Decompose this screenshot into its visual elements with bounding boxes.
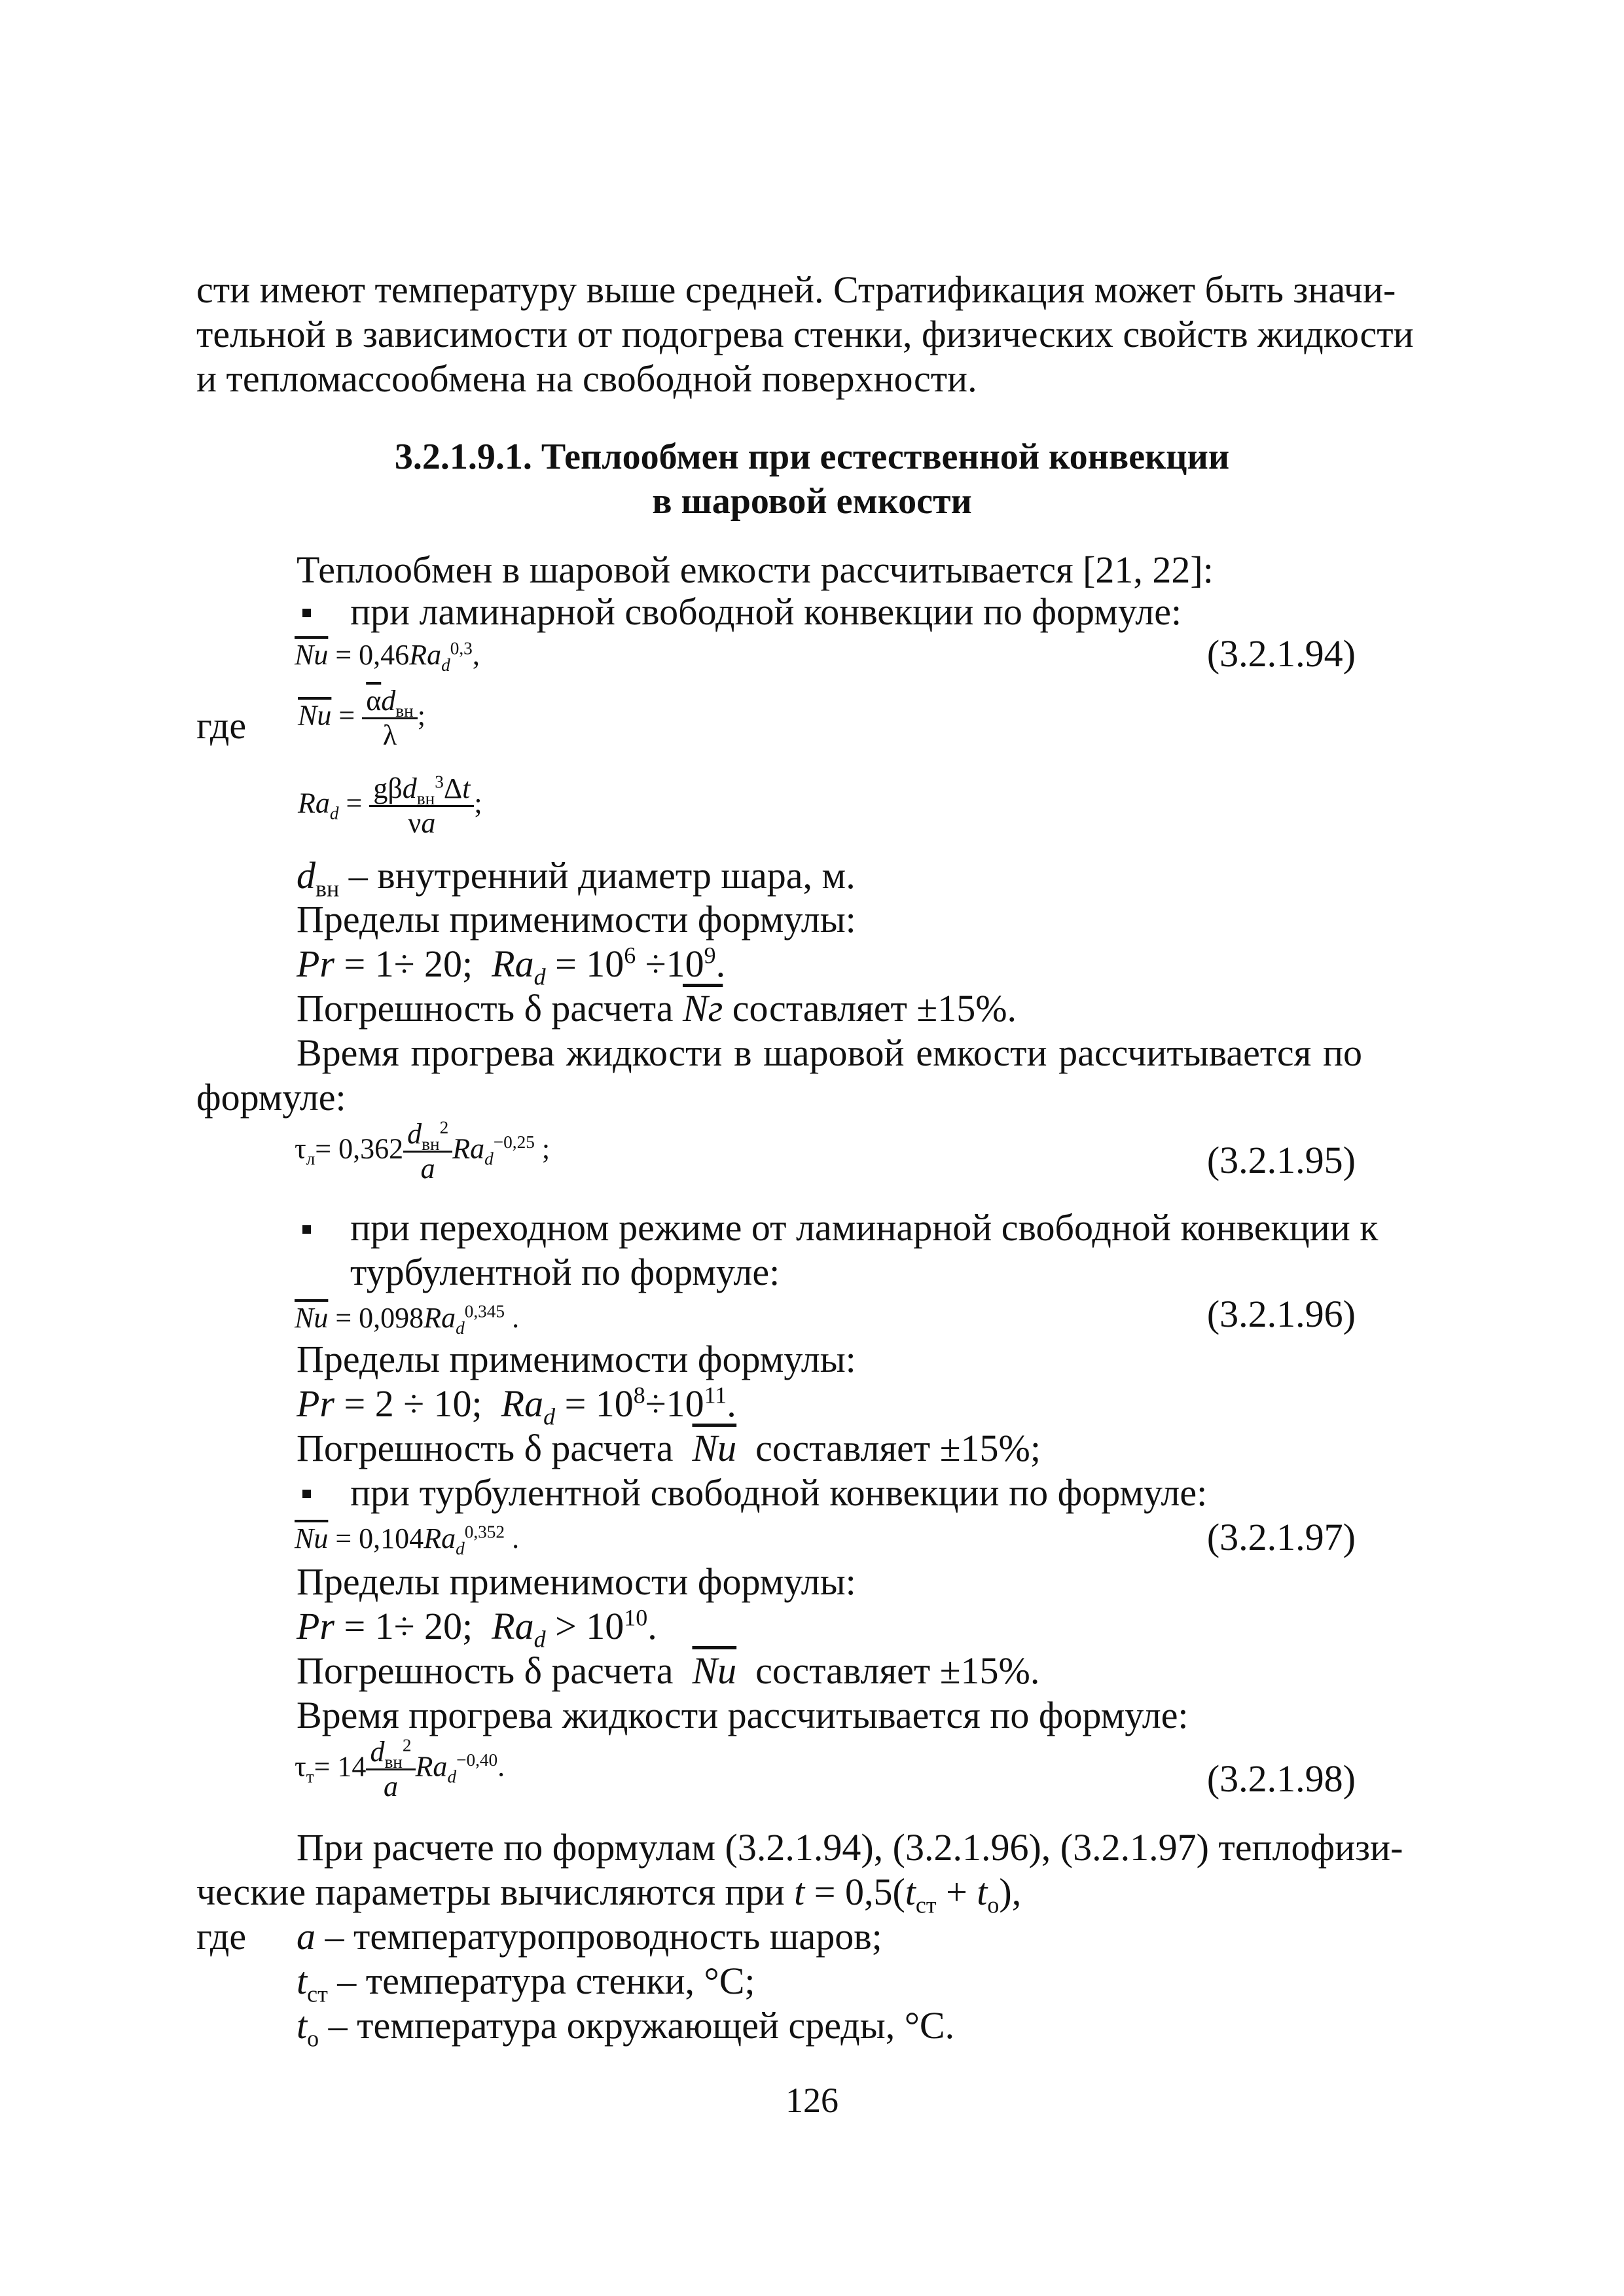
diameter-definition: $d_{вн}$ – внутренний диаметр шара, м.: [297, 854, 856, 902]
time-paragraph-line-1: Время прогрева жидкости в шаровой емкости рассчитывается по: [297, 1031, 1362, 1074]
diameter-definition-text: – внутренний диаметр шара, м.: [348, 854, 856, 897]
equation-number-95: (3.2.1.95): [1206, 1139, 1356, 1181]
bullet-turbulent: при турбулентной свободной конвекции по формуле:: [350, 1471, 1208, 1514]
equation-3-2-1-94: $\overline{Nu} = 0,46Ra_d^{0,3}$,: [295, 638, 480, 675]
equation-number-97: (3.2.1.97): [1206, 1516, 1356, 1558]
definition-t-wall-text: – температура стенки, °С;: [337, 1960, 755, 2002]
final-paragraph-line-2: ческие параметры вычисляются при $t = 0,5(t_{ст} + t_о)$,: [196, 1871, 1022, 1918]
equation-number-96: (3.2.1.96): [1206, 1293, 1356, 1335]
section-heading-line-1: 3.2.1.9.1. Теплообмен при естественной конвекции: [394, 437, 1230, 477]
limits-label-3: Пределы применимости формулы:: [297, 1560, 856, 1603]
error-1-symbol: Nг: [682, 987, 723, 1030]
paragraph-intro: Теплообмен в шаровой емкости рассчитывается [21, 22]:: [297, 548, 1214, 591]
final-paragraph-line-2-text: ческие параметры вычисляются при: [196, 1871, 785, 1913]
where-label-2: где: [196, 1915, 247, 1958]
equation-3-2-1-96: $\overline{Nu} = 0,098Ra_d^{0,345}$ .: [295, 1301, 520, 1338]
final-paragraph-line-1: При расчете по формулам (3.2.1.94), (3.2.1.96), (3.2.1.97) теплофизи-: [297, 1826, 1403, 1869]
intro-line-3: и тепломассообмена на свободной поверхности.: [196, 357, 977, 400]
error-1-prefix: Погрешность δ расчета: [297, 987, 674, 1030]
error-2-prefix: Погрешность δ расчета: [297, 1427, 674, 1469]
bullet-marker: [302, 1225, 311, 1234]
definition-t-ambient: $t_о$ – температура окружающей среды, °С.: [297, 2004, 955, 2052]
limits-2: Pr = 2 ÷ 10; $Ra_d = 10^8\div 10^{11}$.: [297, 1382, 736, 1430]
intro-line-2: тельной в зависимости от подогрева стенки, физических свойств жидкости: [196, 313, 1414, 355]
equation-3-2-1-97: $\overline{Nu} = 0,104Ra_d^{0,352}$ .: [295, 1522, 520, 1558]
time-paragraph-line-2: формуле:: [196, 1076, 346, 1119]
equation-3-2-1-98: $\tau_т= 14$ $\frac{d_{вн}^2}{a}$ $Ra_d^{-0,40}$.: [295, 1735, 505, 1803]
equation-ra-definition: $Ra_d$ = $\frac{g\beta d_{вн}^3\Delta t}{\nu a}$ ;: [298, 772, 482, 839]
limits-label-2: Пределы применимости формулы:: [297, 1338, 856, 1380]
definition-a-text: – температуропроводность шаров;: [325, 1915, 882, 1958]
error-1: [297, 987, 1017, 1030]
bullet-marker: [302, 1490, 311, 1498]
limits-3: Pr = 1÷ 20; $Ra_d > 10^{10}$.: [297, 1604, 657, 1653]
limits-label-1: Пределы применимости формулы:: [297, 898, 856, 941]
intro-line-1: сти имеют температуру выше средней. Стратификация может быть значи-: [196, 268, 1396, 311]
bullet-transitional-line-2: турбулентной по формуле:: [350, 1251, 780, 1293]
definition-a: a – температуропроводность шаров;: [297, 1915, 882, 1958]
error-2-suffix: составляет ±15%;: [755, 1427, 1041, 1469]
equation-nu-definition: $\overline{Nu}$ = $\frac{\overline{\alpha}d_{вн}}{\lambda}$ ;: [298, 685, 425, 751]
page-number: 126: [785, 2081, 839, 2120]
error-3-suffix: составляет ±15%.: [755, 1649, 1040, 1692]
time-paragraph-2: Время прогрева жидкости рассчитывается по формуле:: [297, 1694, 1189, 1736]
bullet-laminar: при ламинарной свободной конвекции по формуле:: [350, 590, 1182, 633]
where-label: где: [196, 704, 247, 747]
error-1-suffix: составляет ±15%.: [732, 987, 1017, 1030]
definition-t-wall: $t_{ст}$ – температура стенки, °С;: [297, 1960, 755, 2007]
equation-3-2-1-95: $\tau_л= 0,362$ $\frac{d_{вн}^2}{a}$ $Ra_d^{-0,25}$ ;: [295, 1117, 550, 1185]
limits-1: Pr = 1÷ 20; $Ra_d = 10^6 \div 10^9$.: [297, 942, 726, 990]
definition-t-ambient-text: – температура окружающей среды, °С.: [328, 2004, 955, 2047]
bullet-marker: [302, 609, 311, 617]
equation-number-94: (3.2.1.94): [1206, 632, 1356, 675]
equation-number-98: (3.2.1.98): [1206, 1757, 1356, 1800]
section-heading-line-2: в шаровой емкости: [652, 481, 972, 522]
error-3-prefix: Погрешность δ расчета: [297, 1649, 674, 1692]
error-2: Погрешность δ расчета $\overline{Nu}$ составляет ±15%;: [297, 1427, 1041, 1469]
bullet-transitional-line-1: при переходном режиме от ламинарной свободной конвекции к: [350, 1206, 1379, 1249]
error-3: Погрешность δ расчета $\overline{Nu}$ составляет ±15%.: [297, 1649, 1040, 1692]
